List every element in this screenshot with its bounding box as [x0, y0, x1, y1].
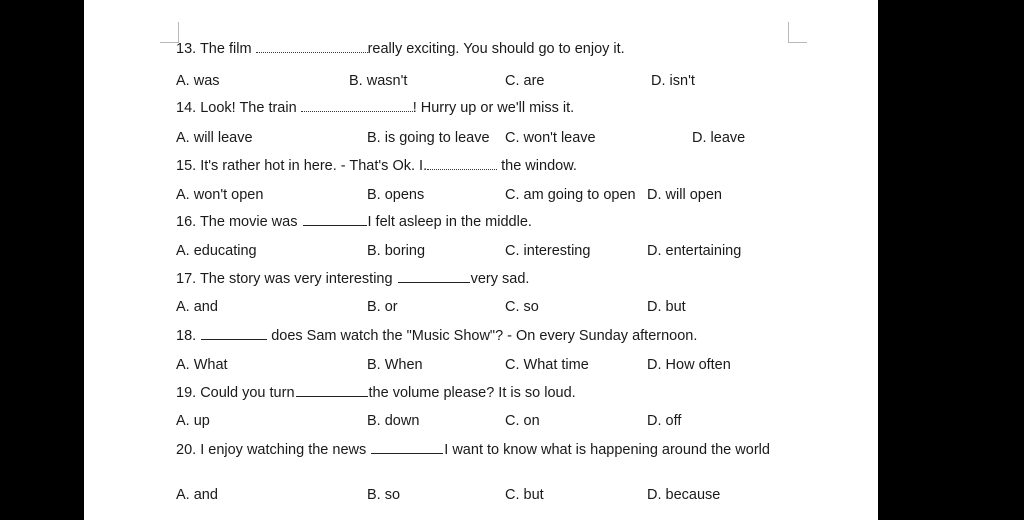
- option-c: C. won't leave: [505, 130, 596, 146]
- option-c: C. are: [505, 73, 545, 89]
- option-b: B. wasn't: [349, 73, 408, 89]
- option-b: B. boring: [367, 243, 426, 259]
- option-b: B. is going to leave: [367, 130, 490, 146]
- answer-blank: [296, 384, 368, 397]
- answer-blank: [201, 327, 267, 340]
- option-b: B. opens: [367, 187, 425, 203]
- option-b: B. so: [367, 487, 401, 503]
- option-d: D. will open: [647, 187, 722, 203]
- question-17: 17. The story was very interesting very sad.: [176, 271, 530, 287]
- answer-blank: [427, 157, 497, 170]
- option-d: D. isn't: [651, 73, 695, 89]
- option-b: B. or: [367, 299, 398, 315]
- option-d: D. leave: [692, 130, 746, 146]
- question-19: 19. Could you turn the volume please? It is so loud.: [176, 385, 576, 401]
- option-c: C. but: [505, 487, 544, 503]
- option-a: A. What: [176, 357, 228, 373]
- question-15: 15. It's rather hot in here. - That's Ok. I. the window.: [176, 158, 577, 174]
- worksheet-page: [84, 0, 878, 520]
- question-16: 16. The movie was I felt asleep in the middle.: [176, 214, 532, 230]
- option-c: C. am going to open: [505, 187, 636, 203]
- answer-blank: [371, 441, 443, 454]
- option-d: D. entertaining: [647, 243, 742, 259]
- option-a: A. was: [176, 73, 220, 89]
- answer-blank: [256, 40, 368, 53]
- option-a: A. and: [176, 487, 218, 503]
- question-14: 14. Look! The train ! Hurry up or we'll miss it.: [176, 100, 575, 116]
- option-c: C. interesting: [505, 243, 591, 259]
- option-a: A. educating: [176, 243, 257, 259]
- question-18: 18. does Sam watch the "Music Show"? - On every Sunday afternoon.: [176, 328, 698, 344]
- option-b: B. down: [367, 413, 420, 429]
- option-d: D. off: [647, 413, 682, 429]
- option-a: A. will leave: [176, 130, 253, 146]
- option-c: C. so: [505, 299, 539, 315]
- question-13: 13. The film really exciting. You should go to enjoy it.: [176, 41, 625, 57]
- option-c: C. What time: [505, 357, 589, 373]
- option-d: D. but: [647, 299, 686, 315]
- option-a: A. up: [176, 413, 210, 429]
- option-d: D. because: [647, 487, 721, 503]
- answer-blank: [303, 213, 367, 226]
- option-c: C. on: [505, 413, 540, 429]
- option-b: B. When: [367, 357, 423, 373]
- option-a: A. won't open: [176, 187, 264, 203]
- answer-blank: [301, 99, 413, 112]
- question-20: 20. I enjoy watching the news I want to know what is happening around the world: [176, 442, 770, 458]
- option-a: A. and: [176, 299, 218, 315]
- answer-blank: [398, 270, 470, 283]
- option-d: D. How often: [647, 357, 731, 373]
